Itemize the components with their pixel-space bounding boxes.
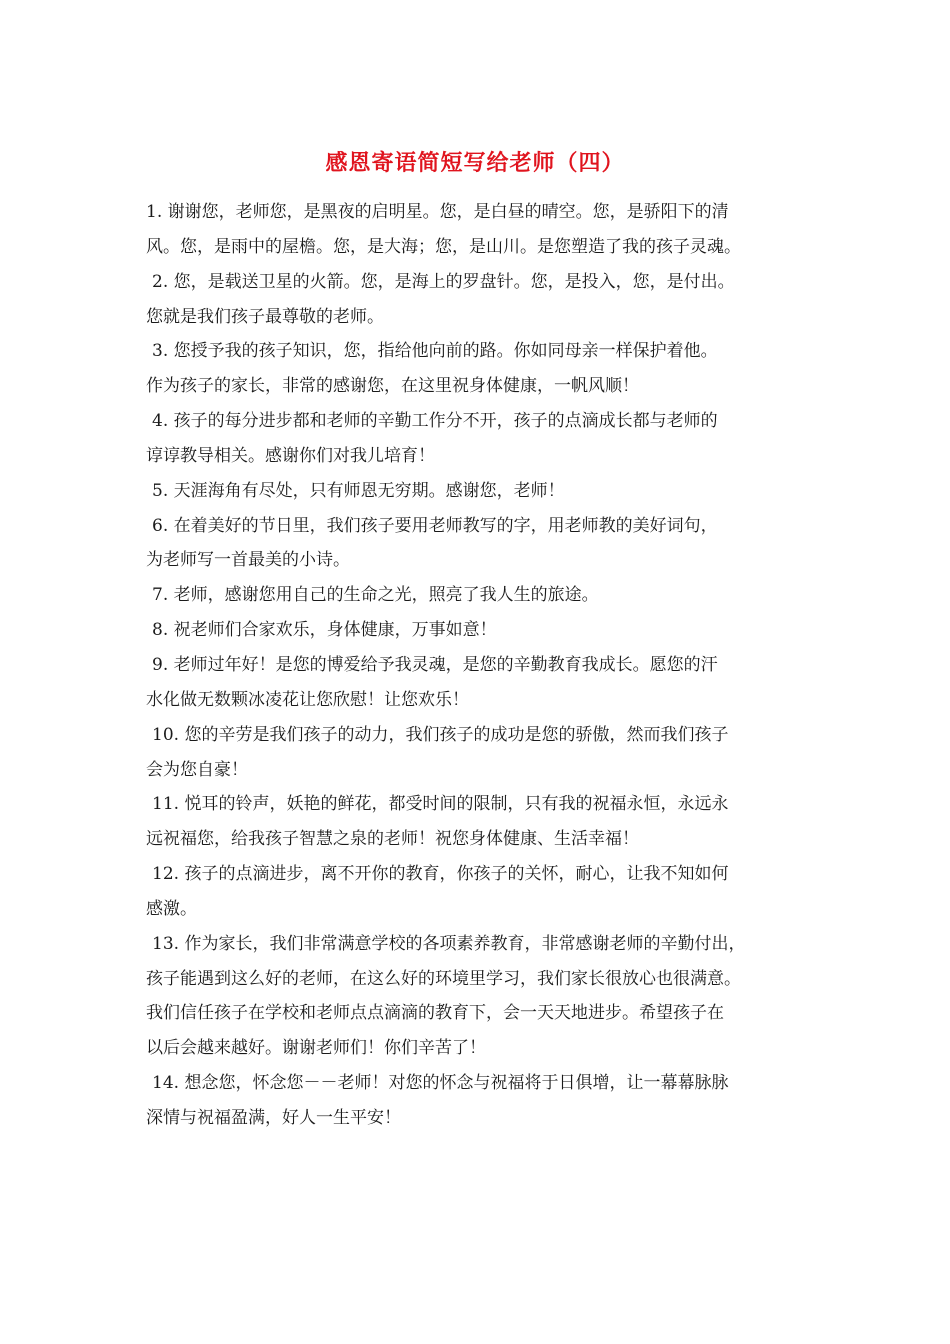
item-text: 在着美好的节日里，我们孩子要用老师教写的字，用老师教的美好词句， (173, 515, 718, 536)
item-number: 4. (152, 411, 169, 432)
item-continuation: 作为孩子的家长，非常的感谢您，在这里祝身体健康，一帆风顺！ (146, 376, 639, 397)
item-continuation: 为老师写一首最美的小诗。 (146, 550, 350, 571)
item-text: 您的辛劳是我们孩子的动力，我们孩子的成功是您的骄傲，然而我们孩子 (184, 724, 729, 745)
item-continuation: 会为您自豪！ (146, 759, 248, 780)
list-item (146, 1066, 816, 1101)
item-number: 6. (152, 515, 169, 536)
item-number: 3. (152, 341, 169, 362)
list-item (146, 718, 816, 753)
item-number: 14. (152, 1073, 180, 1094)
item-text: 孩子的点滴进步，离不开你的教育，你孩子的关怀，耐心，让我不知如何 (184, 864, 729, 885)
item-number: 13. (152, 933, 180, 954)
list-item (146, 474, 816, 509)
list-item (146, 404, 816, 439)
item-number: 12. (152, 864, 180, 885)
item-text: 作为家长，我们非常满意学校的各项素养教育，非常感谢老师的辛勤付出， (184, 933, 746, 954)
item-number: 8. (152, 620, 169, 641)
item-number: 11. (152, 794, 180, 815)
item-text: 悦耳的铃声，妖艳的鲜花，都受时间的限制，只有我的祝福永恒，永远永 (184, 794, 729, 815)
item-text: 您，是载送卫星的火箭。您，是海上的罗盘针。您，是投入，您，是付出。 (173, 271, 735, 292)
list-item (146, 578, 816, 613)
item-number: 9. (152, 654, 169, 675)
item-continuation: 以后会越来越好。谢谢老师们！你们辛苦了！ (146, 1038, 486, 1059)
list-item (146, 927, 816, 962)
document-title: 感恩寄语简短写给老师（四） (325, 150, 625, 176)
item-continuation: 深情与祝福盈满，好人一生平安！ (146, 1107, 401, 1128)
item-continuation: 水化做无数颗冰凌花让您欣慰！让您欢乐！ (146, 689, 469, 710)
item-continuation: 谆谆教导相关。感谢你们对我儿培育！ (146, 445, 435, 466)
item-continuation: 风。您，是雨中的屋檐。您，是大海；您，是山川。是您塑造了我的孩子灵魂。 (146, 236, 741, 257)
item-text: 您授予我的孩子知识，您，指给他向前的路。你如同母亲一样保护着他。 (173, 341, 718, 362)
list-item (146, 195, 816, 230)
list-item (146, 509, 816, 544)
item-number: 1. (146, 202, 163, 222)
item-continuation: 感激。 (146, 898, 197, 919)
list-item (146, 265, 816, 300)
item-text: 孩子的每分进步都和老师的辛勤工作分不开，孩子的点滴成长都与老师的 (173, 411, 718, 432)
item-continuation: 远祝福您，给我孩子智慧之泉的老师！祝您身体健康、生活幸福！ (146, 829, 639, 850)
item-text: 老师，感谢您用自己的生命之光，照亮了我人生的旅途。 (173, 585, 599, 606)
list-item (146, 857, 816, 892)
item-text: 祝老师们合家欢乐，身体健康，万事如意！ (173, 620, 497, 641)
item-text: 天涯海角有尽处，只有师恩无穷期。感谢您，老师！ (173, 480, 565, 501)
item-number: 2. (152, 271, 169, 292)
item-text: 谢谢您，老师您，是黑夜的启明星。您，是白昼的晴空。您，是骄阳下的清 (167, 202, 729, 222)
list-item (146, 334, 816, 369)
item-continuation: 孩子能遇到这么好的老师，在这么好的环境里学习，我们家长很放心也很满意。 (146, 968, 741, 989)
item-number: 5. (152, 480, 169, 501)
document-body (146, 195, 816, 1136)
item-number: 10. (152, 724, 180, 745)
list-item (146, 648, 816, 683)
item-text: 想念您，怀念您－－老师！对您的怀念与祝福将于日俱增，让一幕幕脉脉 (184, 1073, 729, 1094)
item-continuation: 您就是我们孩子最尊敬的老师。 (146, 306, 384, 327)
item-text: 老师过年好！是您的博爱给予我灵魂，是您的辛勤教育我成长。愿您的汗 (173, 654, 718, 675)
list-item (146, 613, 816, 648)
item-continuation: 我们信任孩子在学校和老师点点滴滴的教育下，会一天天地进步。希望孩子在 (146, 1003, 724, 1024)
item-number: 7. (152, 585, 169, 606)
list-item (146, 787, 816, 822)
